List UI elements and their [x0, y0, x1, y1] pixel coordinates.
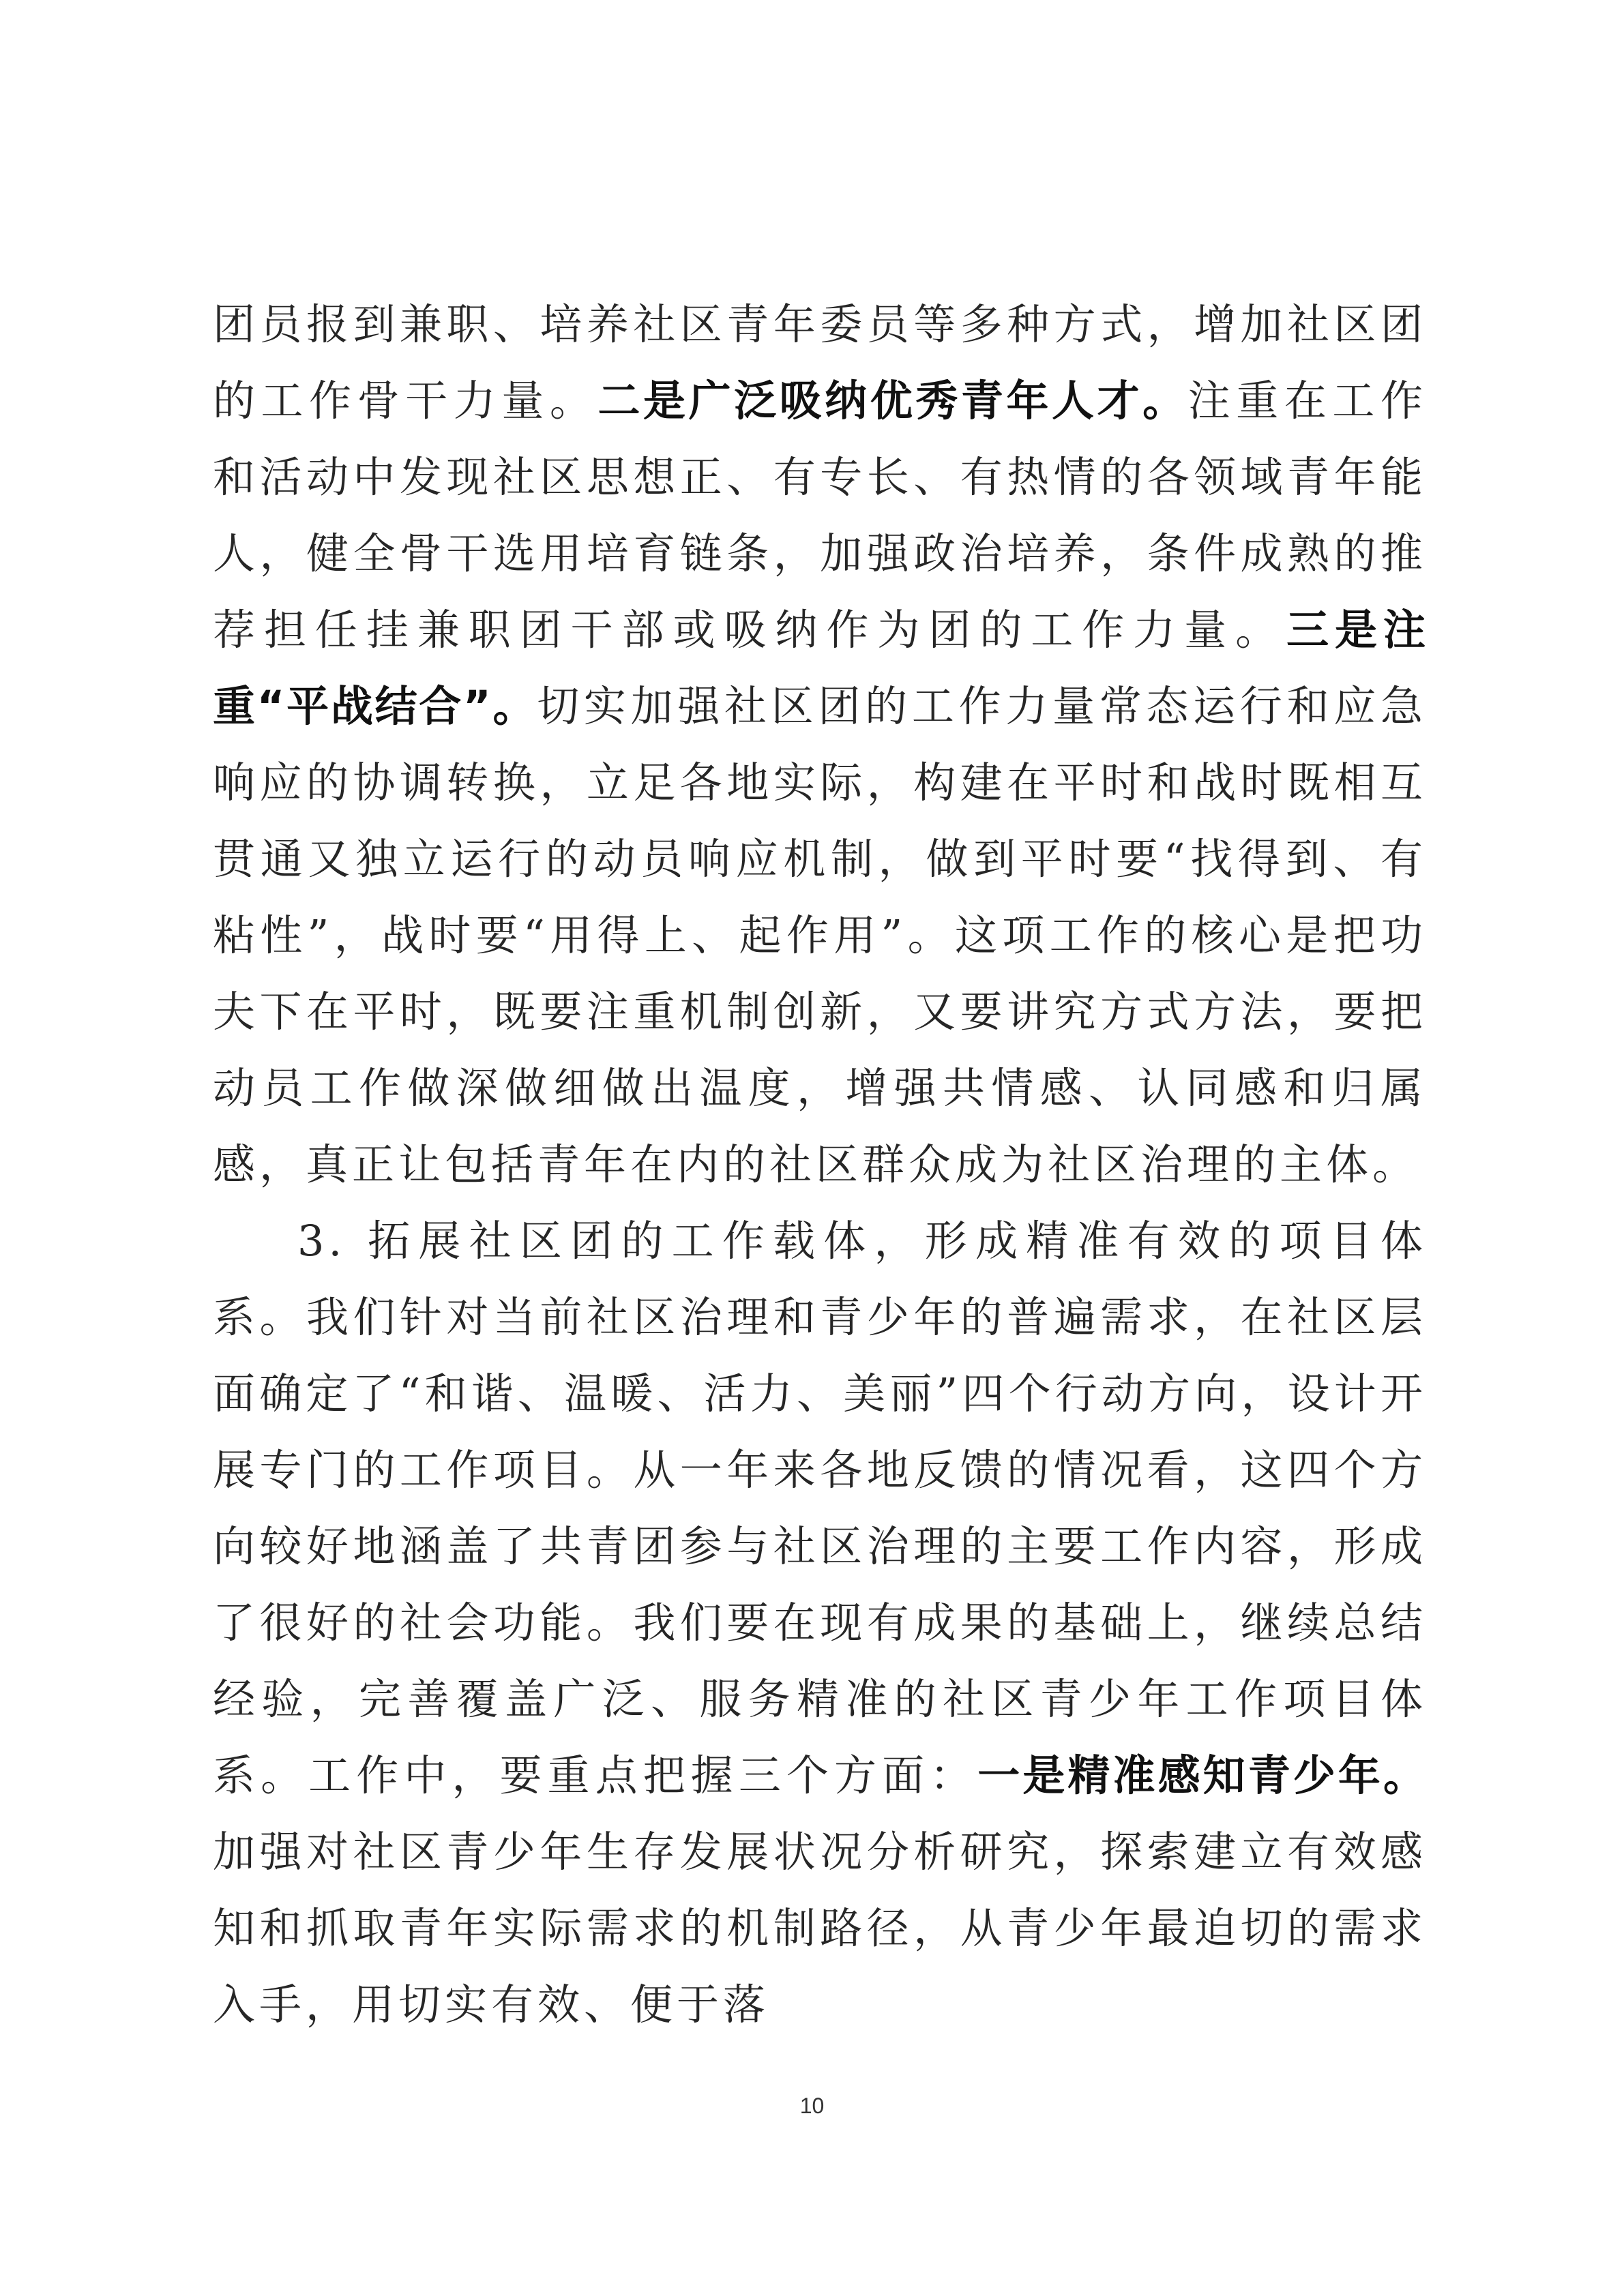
text-segment: 加强对社区青少年生存发展状况分析研究，探索建立有效感知和抓取青年实际需求的机制路径，从青少年最迫切的需求入手，用切实有效、便于落 [213, 1827, 1427, 2029]
body-text [213, 286, 1427, 2043]
section-heading: 3. 拓展社区团的工作载体，形成精准有效的项目体系。 [213, 1216, 1427, 1342]
bold-heading-segment: 三是注重“平战结合”。 [213, 605, 1427, 731]
page-number: 10 [799, 2093, 825, 2118]
text-segment: 切实加强社区团的工作力量常态运行和应急响应的协调转换，立足各地实际，构建在平时和战时既相互贯通又独立运行的动员响应机制，做到平时要“找得到、有粘性”，战时要“用得上、起作用”。这项工作的核心是把功夫下在平时，既要注重机制创新，又要讲究方式方法，要把动员工作做深做细做出温度，增强共情感、认同感和归属感，真正让包括青年在内的社区群众成为社区治理的主体。 [213, 681, 1427, 1189]
paragraph-1 [213, 286, 1427, 1203]
paragraph-2 [213, 1203, 1427, 2043]
text-segment: 注重在工作和活动中发现社区思想正、有专长、有热情的各领域青年能人，健全骨干选用培育链条，加强政治培养，条件成熟的推荐担任挂兼职团干部或吸纳作为团的工作力量。 [213, 376, 1427, 655]
bold-heading-segment: 二是广泛吸纳优秀青年人才。 [597, 376, 1188, 426]
text-segment: 团员报到兼职、培养社区青年委员等多种方式，增加社区团的工作骨干力量。 [213, 299, 1427, 426]
text-segment: 我们针对当前社区治理和青少年的普遍需求，在社区层面确定了“和谐、温暖、活力、美丽”四个行动方向，设计开展专门的工作项目。从一年来各地反馈的情况看，这四个方向较好地涵盖了共青团参与社区治理的主要工作内容，形成了很好的社会功能。我们要在现有成果的基础上，继续总结经验，完善覆盖广泛、服务精准的社区青少年工作项目体系。工作中，要重点把握三个方面： [213, 1292, 1427, 1800]
bold-heading-segment: 一是精准感知青少年。 [977, 1750, 1427, 1800]
